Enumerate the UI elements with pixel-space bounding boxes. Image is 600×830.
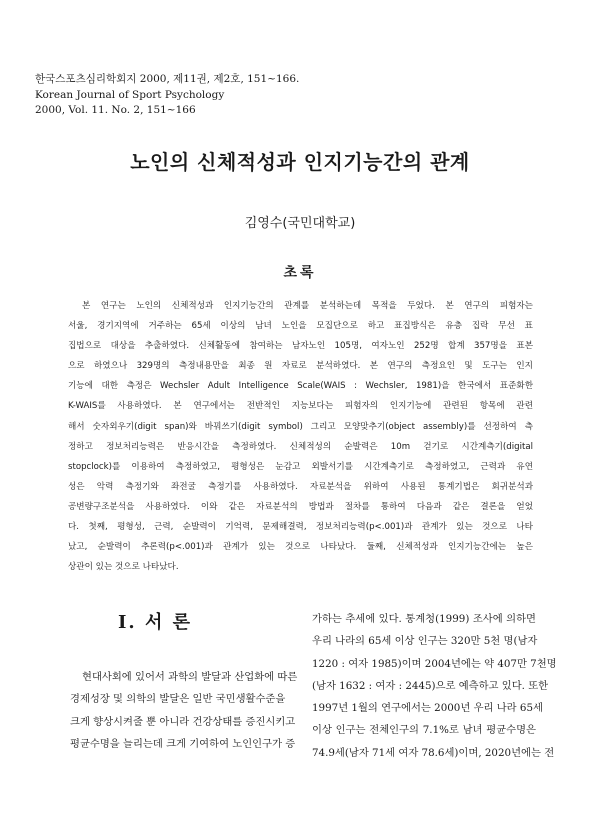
journal-header-line: Korean Journal of Sport Psychology [35, 88, 225, 101]
abstract-line: 해서 숫자외우기(digit span)와 바꿔쓰기(digit symbol) 그리고 모양맞추기(object assembly)를 선정하여 측 [68, 421, 533, 432]
paper-title: 노인의 신체적성과 인지기능간의 관계 [130, 150, 470, 174]
abstract-line: 정하고 정보처리능력은 반응시간을 측정하였다. 신체적성의 순발력은 10m 걷기로 시간계측기(digital [68, 441, 533, 452]
abstract-line: 다. 첫째, 평형성, 근력, 순발력이 기억력, 문제해결력, 정보처리능력(p<.001)과 관계가 있는 것으로 나타 [68, 522, 533, 533]
body-line: 74.9세(남자 71세 여자 78.6세)이며, 2020년에는 전 [312, 746, 555, 759]
body-line: 1220 : 여자 1985)이며 2004년에는 약 407만 7천명 [312, 657, 557, 670]
abstract-line: 집법으로 대상을 추출하였다. 신체활동에 참여하는 남자노인 105명, 여자노인 252명 합계 357명을 표본 [68, 341, 533, 352]
body-line: 현대사회에 있어서 과학의 발달과 산업화에 따른 [82, 671, 298, 683]
body-right-column [312, 608, 557, 764]
body-left-column [70, 666, 298, 755]
body-line: 경제성장 및 의학의 발달은 일반 국민생활수준을 [70, 693, 286, 706]
body-line: 가하는 추세에 있다. 통계청(1999) 조사에 의하면 [312, 613, 536, 625]
body-line: 크게 향상시켜줄 뿐 아니라 건강상태를 증진시키고 [70, 715, 296, 728]
abstract-line: 서울, 경기지역에 거주하는 65세 이상의 남녀 노인을 모집단으로 하고 표집방식은 유층 집락 무선 표 [68, 321, 533, 332]
body-line: 평균수명을 늘리는데 크게 기여하여 노인인구가 증 [70, 737, 296, 750]
abstract-line: 공변량구조분석을 사용하였다. 이와 같은 자료분석의 방법과 절차를 통하여 다음과 같은 결론을 얻었 [68, 501, 533, 512]
abstract-line: K-WAIS를 사용하였다. 본 연구에서는 전반적인 지능보다는 피험자의 인지기능에 관련된 항목에 관련 [68, 401, 533, 412]
body-line: 이상 인구는 전체인구의 7.1%로 남녀 평균수명은 [312, 724, 536, 737]
abstract-line: 상관이 있는 것으로 나타났다. [68, 562, 179, 573]
abstract-line: 기능에 대한 측정은 Wechsler Adult Intelligence Scale(WAIS : Wechsler, 1981)을 한국에서 표준화한 [68, 381, 533, 392]
body-line: 우리 나라의 65세 이상 인구는 320만 5천 명(남자 [312, 635, 538, 648]
journal-header-line: 2000, Vol. 11. No. 2, 151~166 [35, 104, 196, 116]
body-line: (남자 1632 : 여자 : 2445)으로 예측하고 있다. 또한 [312, 679, 549, 692]
abstract-body [68, 296, 533, 577]
author-affiliation: 김영수(국민대학교) [244, 216, 356, 231]
body-line: 1997년 1월의 연구에서는 2000년 우리 나라 65세 [312, 702, 543, 715]
abstract-line: 성은 악력 측정기와 좌전굴 측정기를 사용하였다. 자료분석을 위하여 사용된 통계기법은 회귀분석과 [68, 481, 533, 492]
abstract-heading: 초록 [283, 265, 317, 281]
abstract-line: 났고, 순발력이 추론력(p<.001)과 관계가 있는 것으로 나타났다. 둘째, 신체적성과 인지기능간에는 높은 [68, 542, 533, 553]
abstract-line: 으로 하였으나 329명의 측정내용만을 최종 원 자료로 분석하였다. 본 연구의 측정요인 및 도구는 인지 [68, 361, 533, 372]
section-heading: I. 서 론 [118, 612, 192, 633]
journal-header-line: 한국스포츠심리학회지 2000, 제11권, 제2호, 151~166. [35, 73, 300, 85]
journal-header [35, 72, 299, 119]
abstract-line: stopclock)를 이용하여 측정하였고, 평형성은 눈감고 외발서기를 시간계측기로 측정하였고, 근력과 유연 [68, 461, 533, 472]
abstract-line: 본 연구는 노인의 신체적성과 인지기능간의 관계를 분석하는데 목적을 두었다. 본 연구의 피험자는 [82, 301, 533, 311]
